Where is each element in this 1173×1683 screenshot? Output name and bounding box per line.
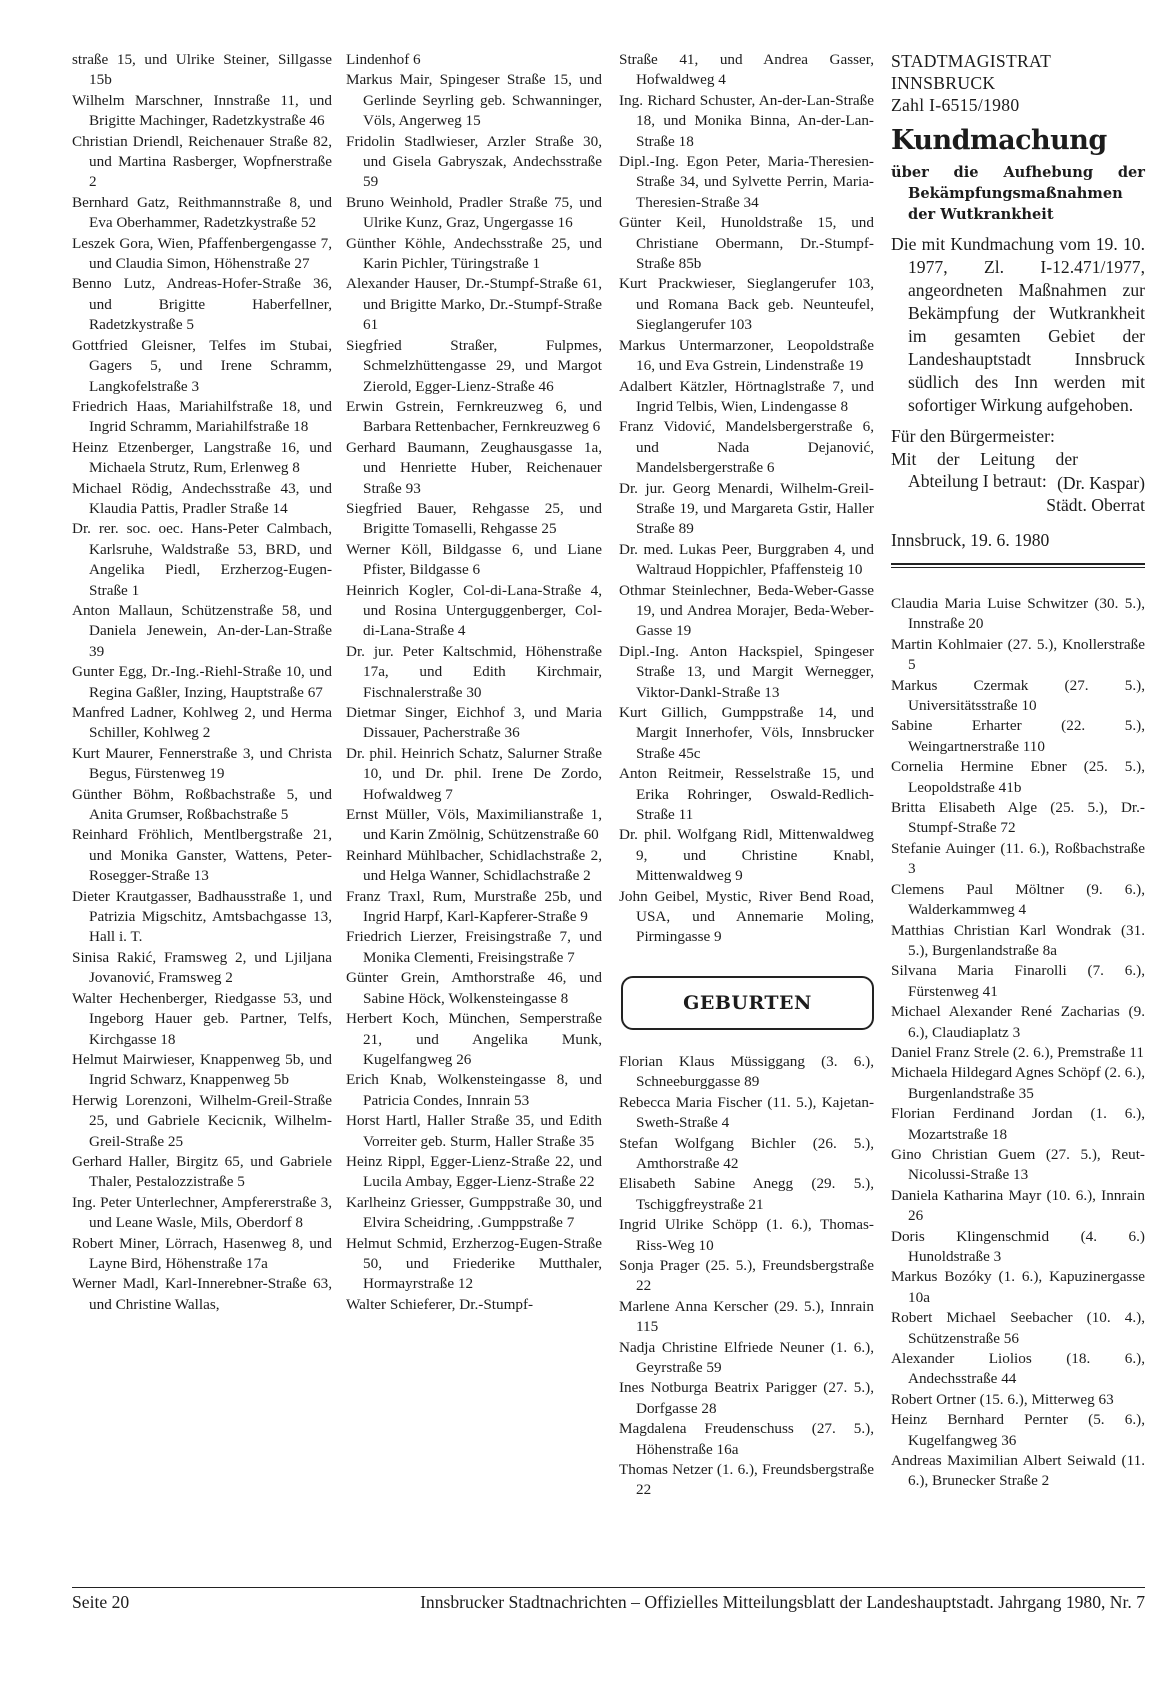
file-number: Zahl I-6515/1980	[891, 95, 1020, 115]
marriage-entry: Günther Köhle, Andechsstraße 25, und Karin Pichler, Türingstraße 1	[346, 234, 602, 273]
birth-entry: Doris Klingenschmid (4. 6.) Hunoldstraße 3	[891, 1227, 1145, 1265]
marriage-entry: Dieter Krautgasser, Badhausstraße 1, und Patrizia Migschitz, Amtsbachgasse 13, Hall i. T.	[72, 887, 332, 946]
birth-entry: Cornelia Hermine Ebner (25. 5.), Leopoldstraße 41b	[891, 758, 1145, 796]
births-heading: GEBURTEN	[683, 991, 812, 1014]
marriage-entry: Siegfried Bauer, Rehgasse 25, und Brigitte Tomaselli, Rehgasse 25	[346, 499, 602, 538]
birth-entry: Markus Czermak (27. 5.), Universitätsstraße 10	[891, 676, 1145, 715]
marriage-entry: John Geibel, Mystic, River Bend Road, USA, und Annemarie Moling, Pirmingasse 9	[619, 887, 874, 946]
birth-entry: Daniel Franz Strele (2. 6.), Premstraße 11	[891, 1043, 1144, 1061]
marriage-entry: Horst Hartl, Haller Straße 35, und Edith Vorreiter geb. Sturm, Haller Straße 35	[346, 1112, 602, 1150]
marriages-list-3	[619, 50, 874, 948]
marriage-entry: Anton Mallaun, Schützenstraße 58, und Daniela Jenewein, An-der-Lan-Straße 39	[72, 601, 332, 660]
marriage-entry: Heinrich Kogler, Col-di-Lana-Straße 4, und Rosina Unterguggenberger, Col-di-Lana-Straße 4	[346, 581, 602, 640]
births-heading-box	[621, 976, 874, 1030]
marriage-entry: Günter Keil, Hunoldstraße 15, und Christiane Obermann, Dr.-Stumpf-Straße 85b	[619, 214, 874, 273]
birth-entry: Robert Ortner (15. 6.), Mitterweg 63	[891, 1390, 1114, 1408]
page-footer	[72, 1591, 1145, 1613]
marriage-entry: Kurt Prackwieser, Sieglangerufer 103, und Romana Back geb. Neunteufel, Sieglangerufer 103	[619, 275, 874, 334]
marriage-entry: Manfred Ladner, Kohlweg 2, und Herma Schiller, Kohlweg 2	[72, 704, 332, 742]
marriage-entry: Siegfried Straßer, Fulpmes, Schmelzhüttengasse 29, und Margot Zierold, Egger-Lienz-Straße 46	[346, 336, 602, 395]
marriage-entry: Straße 41, und Andrea Gasser, Hofwaldweg 4	[619, 51, 874, 89]
birth-entry: Matthias Christian Karl Wondrak (31. 5.), Burgenlandstraße 8a	[891, 921, 1145, 959]
marriage-entry: Markus Untermarzoner, Leopoldstraße 16, und Eva Gstrein, Lindenstraße 19	[619, 336, 874, 375]
marriage-entry: Franz Traxl, Rum, Murstraße 25b, und Ingrid Harpf, Karl-Kapferer-Straße 9	[346, 887, 602, 926]
marriages-column-1	[72, 50, 332, 1315]
birth-entry: Florian Ferdinand Jordan (1. 6.), Mozartstraße 18	[891, 1105, 1145, 1143]
marriage-entry: Herbert Koch, München, Semperstraße 21, und Angelika Munk, Kugelfangweg 26	[346, 1010, 602, 1068]
authority-line-1: STADTMAGISTRAT	[891, 51, 1052, 71]
marriage-entry: Dipl.-Ing. Egon Peter, Maria-Theresien-Straße 34, und Sylvette Perrin, Maria-Theresien-Straße 34	[619, 153, 874, 211]
signatory-name: (Dr. Kaspar)	[1057, 472, 1145, 493]
marriage-entry: Karlheinz Griesser, Gumppstraße 30, und Elvira Scheidring, .Gumppstraße 7	[346, 1193, 602, 1232]
column-4	[891, 50, 1145, 1492]
marriage-entry: Erwin Gstrein, Fernkreuzweg 6, und Barbara Rettenbacher, Fernkreuzweg 6	[346, 397, 602, 436]
marriage-entry: Bruno Weinhold, Pradler Straße 75, und Ulrike Kunz, Graz, Ungergasse 16	[346, 193, 602, 232]
birth-entry: Ines Notburga Beatrix Parigger (27. 5.), Dorfgasse 28	[619, 1379, 874, 1417]
marriage-entry: Kurt Gillich, Gumppstraße 14, und Margit Innerhofer, Völs, Innsbrucker Straße 45c	[619, 704, 874, 762]
marriage-entry: Gunter Egg, Dr.-Ing.-Riehl-Straße 10, und Regina Gaßler, Inzing, Hauptstraße 67	[72, 663, 332, 701]
public-notice	[891, 50, 1145, 551]
birth-entry: Michaela Hildegard Agnes Schöpf (2. 6.), Burgenlandstraße 35	[891, 1064, 1145, 1102]
column-3	[619, 50, 874, 1501]
marriage-entry: Bernhard Gatz, Reithmannstraße 8, und Eva Oberhammer, Radetzkystraße 52	[72, 193, 332, 232]
marriage-entry: Heinz Etzenberger, Langstraße 16, und Michaela Strutz, Rum, Erlenweg 8	[72, 438, 332, 477]
marriage-entry: Dipl.-Ing. Anton Hackspiel, Spingeser Straße 13, und Margit Wernegger, Viktor-Dankl-Straße 13	[619, 642, 874, 701]
birth-entry: Gino Christian Guem (27. 5.), Reut-Nicolussi-Straße 13	[891, 1145, 1145, 1184]
birth-entry: Martin Kohlmaier (27. 5.), Knollerstraße 5	[891, 635, 1145, 674]
department-line: Mit der Leitung der Abteilung I betraut:	[891, 448, 1078, 491]
marriage-entry: Dr. jur. Georg Menardi, Wilhelm-Greil-Straße 19, und Margareta Gstir, Haller Straße 89	[619, 479, 874, 538]
marriage-entry: Helmut Schmid, Erzherzog-Eugen-Straße 50, und Friederike Mutthaler, Hormayrstraße 12	[346, 1234, 602, 1293]
notice-date: Innsbruck, 19. 6. 1980	[891, 529, 1050, 550]
marriage-entry: straße 15, und Ulrike Steiner, Sillgasse 15b	[72, 51, 332, 89]
marriage-entry: Robert Miner, Lörrach, Hasenweg 8, und Layne Bird, Höhenstraße 17a	[72, 1234, 332, 1272]
notice-title: Kundmachung	[891, 125, 1107, 156]
birth-entry: Alexander Liolios (18. 6.), Andechsstraße 44	[891, 1350, 1145, 1388]
birth-entry: Florian Klaus Müssiggang (3. 6.), Schneeburggasse 89	[619, 1052, 874, 1091]
marriage-entry: Gerhard Haller, Birgitz 65, und Gabriele Thaler, Pestalozzistraße 5	[72, 1152, 332, 1191]
marriage-entry: Leszek Gora, Wien, Pfaffenbergengasse 7, und Claudia Simon, Höhenstraße 27	[72, 234, 332, 273]
marriage-entry: Heinz Rippl, Egger-Lienz-Straße 22, und Lucila Ambay, Egger-Lienz-Straße 22	[346, 1152, 602, 1191]
marriage-entry: Dietmar Singer, Eichhof 3, und Maria Dissauer, Pacherstraße 36	[346, 704, 602, 742]
marriage-entry: Sinisa Rakić, Framsweg 2, und Ljiljana Jovanović, Framsweg 2	[72, 948, 332, 987]
birth-entry: Rebecca Maria Fischer (11. 5.), Kajetan-Sweth-Straße 4	[619, 1093, 874, 1132]
mayor-line: Für den Bürgermeister:	[891, 426, 1055, 446]
marriage-entry: Franz Vidović, Mandelsbergerstraße 6, und Nada Dejanović, Mandelsbergerstraße 6	[619, 418, 874, 477]
marriage-entry: Reinhard Fröhlich, Mentlbergstraße 21, und Monika Ganster, Wattens, Peter-Rosegger-Straße 13	[72, 826, 332, 885]
birth-entry: Daniela Katharina Mayr (10. 6.), Innrain 26	[891, 1186, 1145, 1225]
marriage-entry: Friedrich Lierzer, Freisingstraße 7, und Monika Clementi, Freisingstraße 7	[346, 928, 602, 966]
marriage-entry: Herwig Lorenzoni, Wilhelm-Greil-Straße 25, und Gabriele Kecicnik, Wilhelm-Greil-Straße 25	[72, 1091, 332, 1150]
marriage-entry: Kurt Maurer, Fennerstraße 3, und Christa Begus, Fürstenweg 19	[72, 744, 332, 783]
marriage-entry: Othmar Steinlechner, Beda-Weber-Gasse 19, und Andrea Morajer, Beda-Weber-Gasse 19	[619, 581, 874, 640]
birth-entry: Elisabeth Sabine Anegg (29. 5.), Tschiggfreystraße 21	[619, 1175, 874, 1213]
marriage-entry: Ernst Müller, Völs, Maximilianstraße 1, und Karin Zmölnig, Schützenstraße 60	[346, 806, 602, 844]
authority-line-2: INNSBRUCK	[891, 73, 996, 93]
marriage-entry: Werner Köll, Bildgasse 6, und Liane Pfister, Bildgasse 6	[346, 540, 602, 579]
marriage-entry: Gottfried Gleisner, Telfes im Stubai, Gagers 5, und Irene Schramm, Langkofelstraße 3	[72, 336, 332, 395]
birth-entry: Stefan Wolfgang Bichler (26. 5.), Amthorstraße 42	[619, 1134, 874, 1172]
birth-entry: Robert Michael Seebacher (10. 4.), Schützenstraße 56	[891, 1309, 1145, 1347]
birth-entry: Thomas Netzer (1. 6.), Freundsbergstraße 22	[619, 1461, 874, 1499]
marriage-entry: Werner Madl, Karl-Innerebner-Straße 63, und Christine Wallas,	[72, 1275, 332, 1313]
birth-entry: Sabine Erharter (22. 5.), Weingartnerstraße 110	[891, 717, 1145, 755]
birth-entry: Nadja Christine Elfriede Neuner (1. 6.), Geyrstraße 59	[619, 1338, 874, 1376]
marriage-entry: Wilhelm Marschner, Innstraße 11, und Brigitte Machinger, Radetzkystraße 46	[72, 91, 332, 130]
birth-entry: Marlene Anna Kerscher (29. 5.), Innrain 115	[619, 1297, 874, 1336]
births-list-4	[891, 594, 1145, 1492]
marriage-entry: Dr. rer. soc. oec. Hans-Peter Calmbach, Karlsruhe, Waldstraße 53, BRD, und Angelika Piedl, Erzherzog-Eugen-Straße 1	[72, 520, 332, 599]
marriage-entry: Günter Grein, Amthorstraße 46, und Sabine Höck, Wolkensteingasse 8	[346, 969, 602, 1007]
marriage-entry: Friedrich Haas, Mariahilfstraße 18, und Ingrid Schramm, Mariahilfstraße 18	[72, 397, 332, 436]
marriage-entry: Anton Reitmeir, Resselstraße 15, und Erika Rohringer, Oswald-Redlich-Straße 11	[619, 765, 874, 824]
publication-line: Innsbrucker Stadtnachrichten – Offizielles Mitteilungsblatt der Landeshauptstadt. Jahrgang 1980, Nr. 7	[420, 1592, 1145, 1612]
marriages-column-2	[346, 50, 602, 1315]
birth-entry: Silvana Maria Finarolli (7. 6.), Fürstenweg 41	[891, 962, 1145, 1000]
birth-entry: Clemens Paul Möltner (9. 6.), Walderkammweg 4	[891, 880, 1145, 919]
birth-entry: Ingrid Ulrike Schöpp (1. 6.), Thomas-Riss-Weg 10	[619, 1216, 874, 1254]
birth-entry: Claudia Maria Luise Schwitzer (30. 5.), Innstraße 20	[891, 595, 1145, 633]
marriage-entry: Fridolin Stadlwieser, Arzler Straße 30, und Gisela Gabryszak, Andechsstraße 59	[346, 132, 602, 191]
marriage-entry: Erich Knab, Wolkensteingasse 8, und Patricia Condes, Innrain 53	[346, 1071, 602, 1109]
marriage-entry: Ing. Richard Schuster, An-der-Lan-Straße 18, und Monika Binna, An-der-Lan-Straße 18	[619, 91, 874, 150]
birth-entry: Stefanie Auinger (11. 6.), Roßbachstraße 3	[891, 839, 1145, 878]
marriage-entry: Lindenhof 6	[346, 51, 421, 68]
birth-entry: Michael Alexander René Zacharias (9. 6.), Claudiaplatz 3	[891, 1003, 1145, 1041]
double-divider	[891, 563, 1145, 568]
marriage-entry: Walter Schieferer, Dr.-Stumpf-	[346, 1295, 534, 1313]
birth-entry: Magdalena Freudenschuss (27. 5.), Höhenstraße 16a	[619, 1420, 874, 1458]
birth-entry: Markus Bozóky (1. 6.), Kapuzinergasse 10a	[891, 1268, 1145, 1306]
marriage-entry: Adalbert Kätzler, Hörtnaglstraße 7, und Ingrid Telbis, Wien, Lindengasse 8	[619, 377, 874, 415]
marriage-entry: Markus Mair, Spingeser Straße 15, und Gerlinde Seyrling geb. Schwanninger, Völs, Angerweg 15	[346, 71, 602, 130]
birth-entry: Andreas Maximilian Albert Seiwald (11. 6.), Brunecker Straße 2	[891, 1452, 1145, 1490]
footer-divider	[72, 1587, 1145, 1588]
marriage-entry: Dr. jur. Peter Kaltschmid, Höhenstraße 17a, und Edith Kirchmair, Fischnalerstraße 30	[346, 642, 602, 701]
birth-entry: Britta Elisabeth Alge (25. 5.), Dr.-Stumpf-Straße 72	[891, 799, 1145, 837]
marriage-entry: Günther Böhm, Roßbachstraße 5, und Anita Grumser, Roßbachstraße 5	[72, 785, 332, 824]
marriage-entry: Michael Rödig, Andechsstraße 43, und Klaudia Pattis, Pradler Straße 14	[72, 479, 332, 517]
marriage-entry: Helmut Mairwieser, Knappenweg 5b, und Ingrid Schwarz, Knappenweg 5b	[72, 1050, 332, 1089]
signatory-title: Städt. Oberrat	[1046, 495, 1145, 515]
marriage-entry: Christian Driendl, Reichenauer Straße 82, und Martina Rasberger, Wopfnerstraße 2	[72, 132, 332, 191]
marriage-entry: Reinhard Mühlbacher, Schidlachstraße 2, und Helga Wanner, Schidlachstraße 2	[346, 846, 602, 885]
birth-entry: Heinz Bernhard Pernter (5. 6.), Kugelfangweg 36	[891, 1411, 1145, 1449]
marriage-entry: Walter Hechenberger, Riedgasse 53, und Ingeborg Hauer geb. Partner, Telfs, Kirchgasse 18	[72, 989, 332, 1048]
notice-body: Die mit Kundmachung vom 19. 10. 1977, Zl. I-12.471/1977, angeordneten Maßnahmen zur Bekämpfung der Wutkrankheit im gesamten Gebiet der Landeshauptstadt Innsbruck südlich des Inn werden mit sofortiger Wirkung aufgehoben.	[891, 234, 1145, 415]
marriage-entry: Dr. phil. Wolfgang Ridl, Mittenwaldweg 9, und Christine Knabl, Mittenwaldweg 9	[619, 826, 874, 885]
marriage-entry: Benno Lutz, Andreas-Hofer-Straße 36, und Brigitte Haberfellner, Radetzkystraße 5	[72, 275, 332, 334]
marriage-entry: Gerhard Baumann, Zeughausgasse 1a, und Henriette Huber, Reichenauer Straße 93	[346, 438, 602, 497]
notice-subtitle: über die Aufhebung der Bekämpfungsmaßnahmen der Wutkrankheit	[891, 164, 1145, 223]
marriage-entry: Ing. Peter Unterlechner, Ampfererstraße 3, und Leane Wasle, Mils, Oberdorf 8	[72, 1193, 332, 1232]
page-number: Seite 20	[72, 1592, 130, 1612]
marriage-entry: Alexander Hauser, Dr.-Stumpf-Straße 61, und Brigitte Marko, Dr.-Stumpf-Straße 61	[346, 275, 602, 334]
birth-entry: Sonja Prager (25. 5.), Freundsbergstraße 22	[619, 1256, 874, 1295]
births-list-3	[619, 1052, 874, 1501]
marriage-entry: Dr. phil. Heinrich Schatz, Salurner Straße 10, und Dr. phil. Irene De Zordo, Hofwaldweg 7	[346, 744, 602, 803]
marriage-entry: Dr. med. Lukas Peer, Burggraben 4, und Waltraud Hoppichler, Pfaffensteig 10	[619, 540, 874, 579]
